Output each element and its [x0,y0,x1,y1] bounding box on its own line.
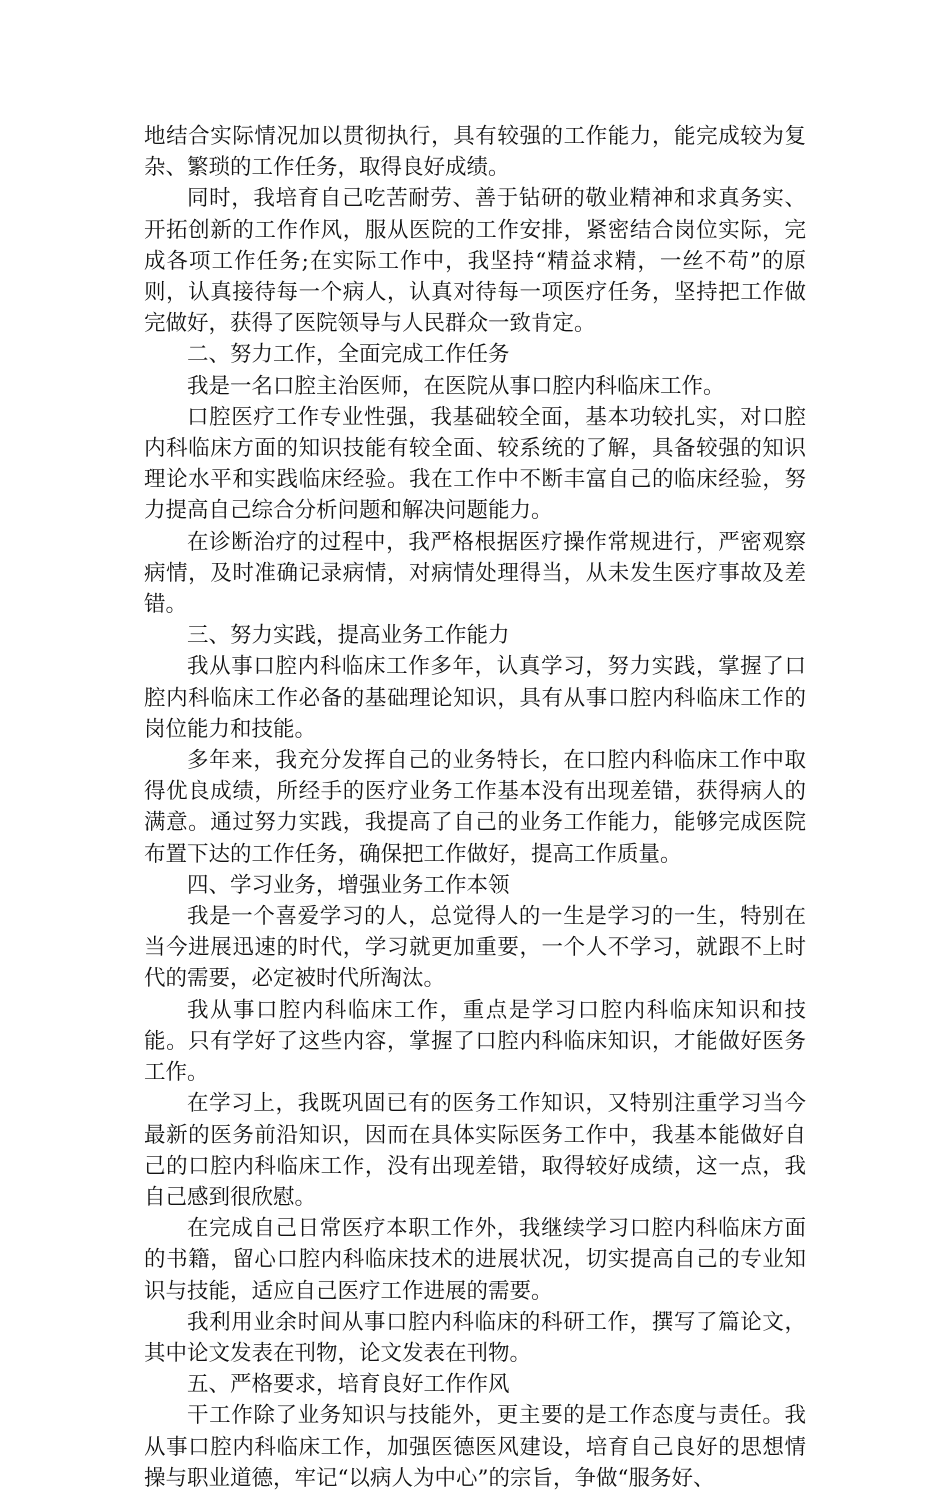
paragraph: 口腔医疗工作专业性强，我基础较全面，基本功较扎实，对口腔内科临床方面的知识技能有较全面、较系统的了解，具备较强的知识理论水平和实践临床经验。我在工作中不断丰富自己的临床经验，努力提高自己综合分析问题和解决问题能力。 [144,404,806,524]
paragraph: 我是一名口腔主治医师，在医院从事口腔内科临床工作。 [187,373,725,399]
paragraph: 在完成自己日常医疗本职工作外，我继续学习口腔内科临床方面的书籍，留心口腔内科临床技术的进展状况，切实提高自己的专业知识与技能，适应自己医疗工作进展的需要。 [144,1216,806,1304]
paragraph: 我利用业余时间从事口腔内科临床的科研工作，撰写了篇论文，其中论文发表在刊物，论文发表在刊物。 [144,1309,806,1366]
section-heading-5: 五、严格要求，培育良好工作作风 [187,1372,510,1398]
paragraph: 我从事口腔内科临床工作多年，认真学习，努力实践，掌握了口腔内科临床工作必备的基础理论知识，具有从事口腔内科临床工作的岗位能力和技能。 [144,654,806,742]
document-page [144,121,806,1494]
section-heading-2: 二、努力工作，全面完成工作任务 [187,342,510,368]
paragraph: 我是一个喜爱学习的人，总觉得人的一生是学习的一生，特别在当今进展迅速的时代，学习就更加重要，一个人不学习，就跟不上时代的需要，必定被时代所淘汰。 [144,904,806,992]
paragraph: 干工作除了业务知识与技能外，更主要的是工作态度与责任。我从事口腔内科临床工作，加强医德医风建设，培育自己良好的思想情操与职业道德，牢记“以病人为中心”的宗旨，争做“服务好、 [144,1403,806,1491]
section-heading-3: 三、努力实践，提高业务工作能力 [187,623,510,649]
paragraph: 我从事口腔内科临床工作，重点是学习口腔内科临床知识和技能。只有学好了这些内容，掌握了口腔内科临床知识，才能做好医务工作。 [144,997,806,1086]
paragraph-continued: 地结合实际情况加以贯彻执行，具有较强的工作能力，能完成较为复杂、繁琐的工作任务，取得良好成绩。 [144,124,806,181]
section-heading-4: 四、学习业务，增强业务工作本领 [187,872,510,898]
paragraph: 在学习上，我既巩固已有的医务工作知识，又特别注重学习当今最新的医务前沿知识，因而在具体实际医务工作中，我基本能做好自己的口腔内科临床工作，没有出现差错，取得较好成绩，这一点，我自己感到很欣慰。 [144,1091,806,1210]
paragraph: 同时，我培育自己吃苦耐劳、善于钻研的敬业精神和求真务实、开拓创新的工作作风，服从医院的工作安排，紧密结合岗位实际，完成各项工作任务;在实际工作中，我坚持“精益求精，一丝不苟”的原则，认真接待每一个病人，认真对待每一项医疗任务，坚持把工作做完做好，获得了医院领导与人民群众一致肯定。 [144,186,806,337]
paragraph: 在诊断治疗的过程中，我严格根据医疗操作常规进行，严密观察病情，及时准确记录病情，对病情处理得当，从未发生医疗事故及差错。 [144,529,806,618]
paragraph: 多年来，我充分发挥自己的业务特长，在口腔内科临床工作中取得优良成绩，所经手的医疗业务工作基本没有出现差错，获得病人的满意。通过努力实践，我提高了自己的业务工作能力，能够完成医院布置下达的工作任务，确保把工作做好，提高工作质量。 [144,748,806,867]
